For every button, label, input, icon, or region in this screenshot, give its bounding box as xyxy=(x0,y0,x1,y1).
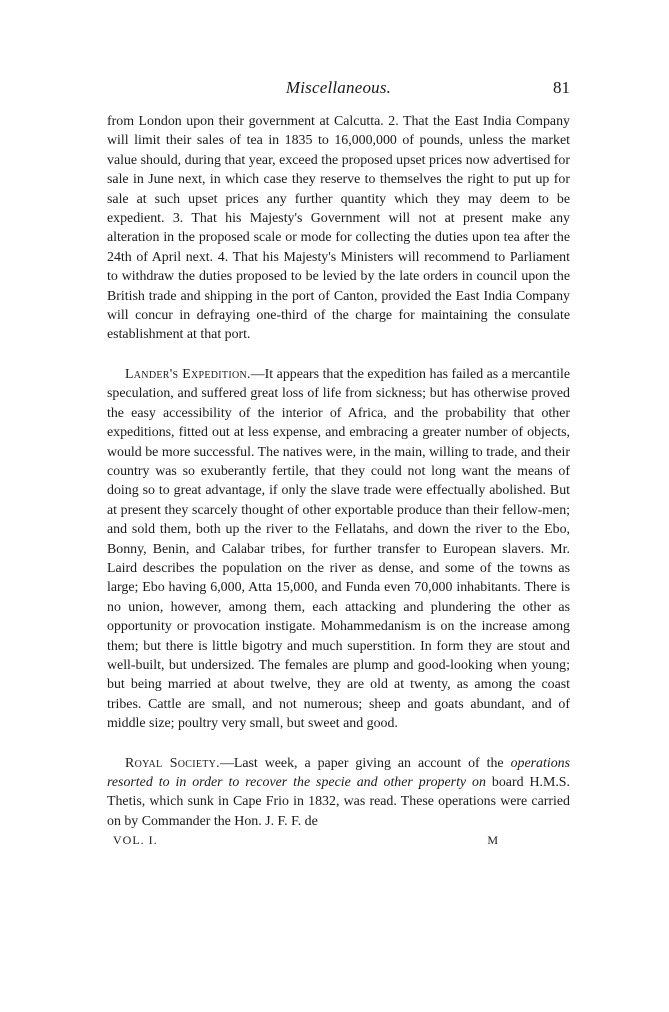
running-head xyxy=(107,78,570,102)
paragraph-landers-expedition xyxy=(107,365,570,734)
running-title: Miscellaneous. xyxy=(285,78,392,97)
volume-label: VOL. I. xyxy=(113,833,158,848)
section-heading-royal-society: Royal Society. xyxy=(125,755,220,771)
section-heading-landers-expedition: Lander's Expedition. xyxy=(125,366,251,382)
signature-mark: M xyxy=(487,833,498,848)
paragraph-royal-society-italic: operations resorted to in order to recover the specie and other property on xyxy=(107,755,570,790)
paragraph-landers-expedition-body: —It appears that the expedition has failed as a mercantile speculation, and suffered great loss of life from sickness; but has otherwise proved the easy accessibility of the interior of Africa, and the probability that other expeditions, fitted out at less expense, and embracing a greater number of objects, would be more successful. The natives were, in the main, willing to trade, and their country was so exuberantly fertile, that they could not long want the means of doing so to great advantage, if only the slave trade were effectually abolished. But at present they scarcely thought of other exportable produce than their fellow-men; and sold them, both up the river to the Fellatahs, and down the river to the Ebo, Bonny, Benin, and Calabar tribes, for further transfer to European slavers. Mr. Laird describes the population on the river as dense, and some of the towns as large; Ebo having 6,000, Atta 15,000, and Funda even 70,000 inhabitants. There is no union, however, among them, each attacking and plundering the other as opportunity or provocation instigate. Mohammedanism is on the increase among them; but there is little bigotry and much superstition. In form they are stout and well-built, but undersized. The females are plump and good-looking when young; but being married at about twelve, they are old at twenty, as among the coast tribes. Cattle are small, and not numerous; sheep and goats abundant, and of middle size; poultry very small, but sweet and good. xyxy=(107,366,570,732)
paragraph-royal-society-body-a: —Last week, a paper giving an account of the xyxy=(219,755,511,771)
paragraph-royal-society xyxy=(107,754,570,832)
paragraph-tea-trade: from London upon their government at Calcutta. 2. That the East India Company will limit their sales of tea in 1835 to 16,000,000 of pounds, unless the market value should, during that year, exceed the proposed upset prices now advertised for sale in June next, in which case they reserve to themselves the right to put up for sale at such upset prices any further quantity which they may deem to be expedient. 3. That his Majesty's Government will not at present make any alteration in the proposed scale or mode for collecting the duties upon tea after the 24th of April next. 4. That his Majesty's Ministers will recommend to Parliament to withdraw the duties proposed to be levied by the late orders in council upon the British trade and shipping in the port of Canton, provided the East India Company will concur in defraying one-third of the charge for maintaining the consulate establishment at that port. xyxy=(107,114,570,343)
page-number: 81 xyxy=(553,78,570,97)
paragraph-royal-society-body-b: board H.M.S. Thetis, which sunk in Cape Frio in 1832, was read. These operations were carried on by Commander the Hon. J. F. F. de xyxy=(107,775,570,829)
book-page xyxy=(107,78,570,853)
page-footer xyxy=(107,833,570,853)
